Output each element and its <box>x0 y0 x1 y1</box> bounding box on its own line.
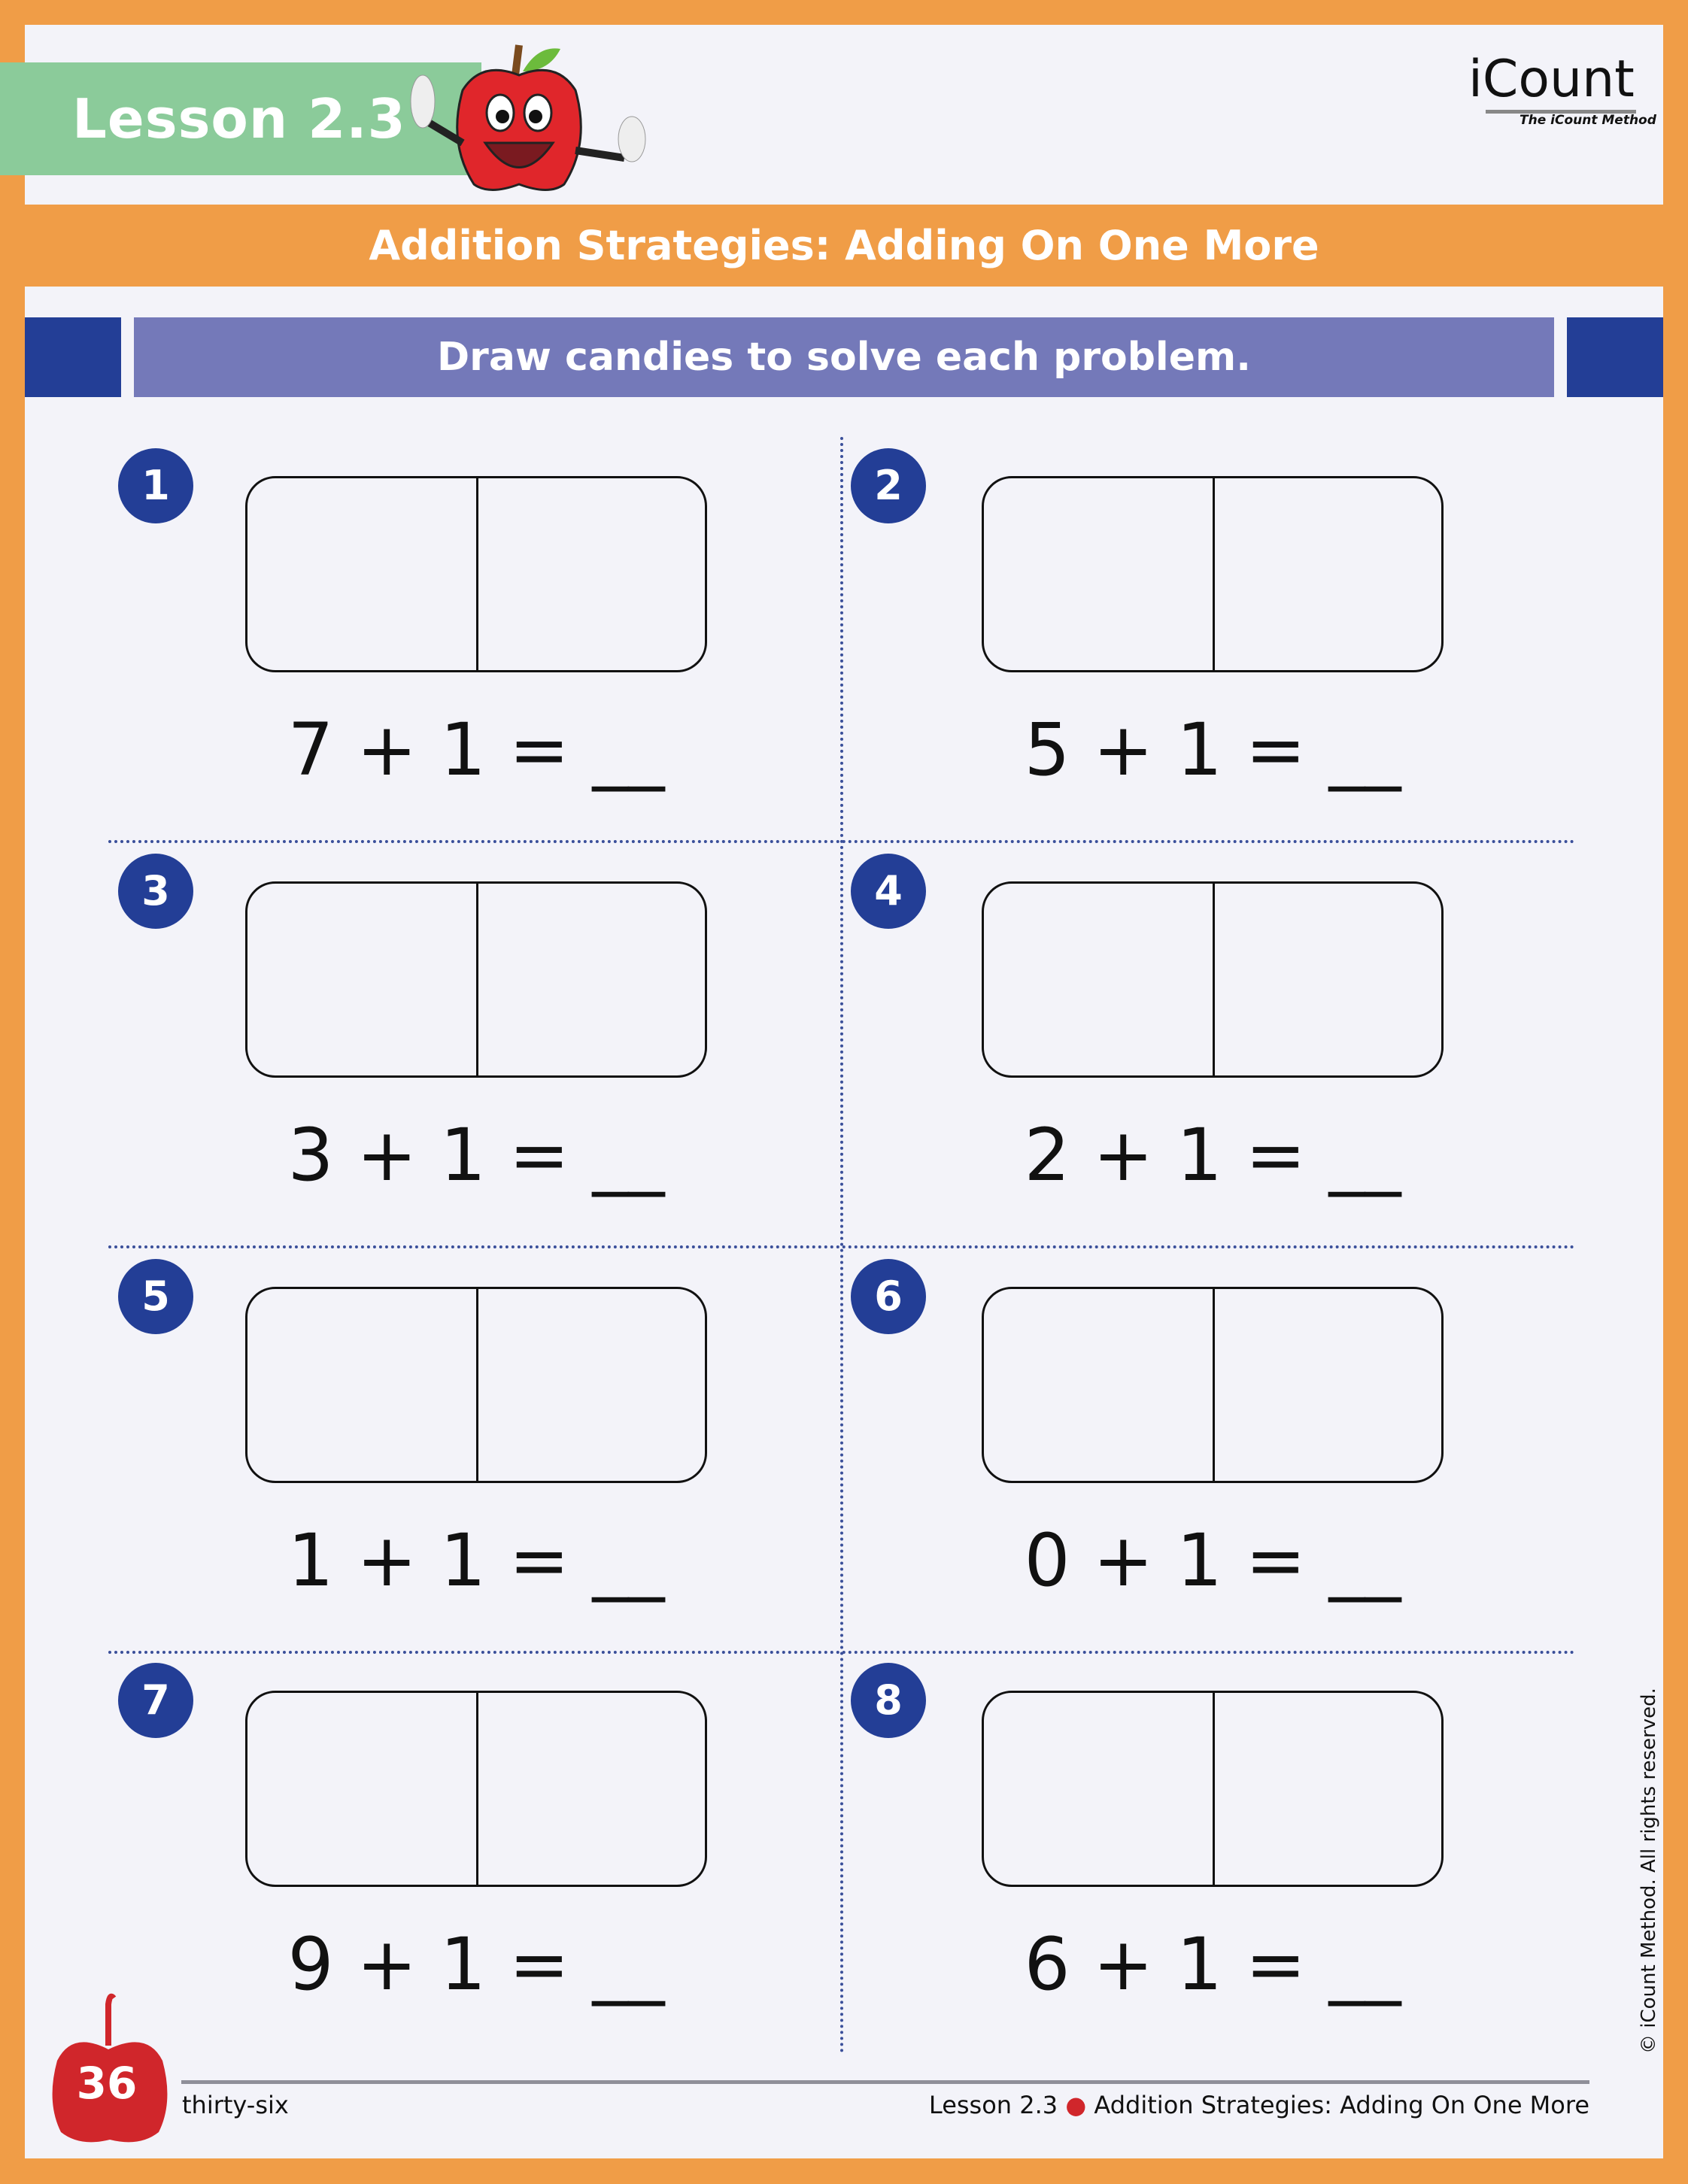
apple-mascot-icon <box>406 30 677 203</box>
equation: 0 + 1 = __ <box>1024 1518 1401 1603</box>
copyright: © iCount Method. All rights reserved. <box>1638 1688 1660 2054</box>
problem-number: 5 <box>118 1259 193 1334</box>
footer-title: Addition Strategies: Adding On One More <box>1094 2091 1589 2119</box>
ten-frame-drawing-box[interactable] <box>982 476 1444 672</box>
ten-frame-drawing-box[interactable] <box>245 476 707 672</box>
problem-number: 7 <box>118 1663 193 1738</box>
equation: 7 + 1 = __ <box>287 708 665 792</box>
row-divider <box>108 1245 1575 1248</box>
ten-frame-drawing-box[interactable] <box>245 1287 707 1483</box>
problem-number: 4 <box>851 854 926 929</box>
ten-frame-drawing-box[interactable] <box>245 881 707 1078</box>
footer-rule <box>181 2080 1589 2084</box>
icount-logo: iCount <box>1468 50 1635 109</box>
row-divider <box>108 840 1575 843</box>
row-divider <box>108 1651 1575 1654</box>
instruction-banner: Draw candies to solve each problem. <box>134 317 1554 397</box>
problem-number: 3 <box>118 854 193 929</box>
bullet-icon: ● <box>1065 2091 1087 2119</box>
page-number-words: thirty-six <box>182 2091 289 2119</box>
equation: 2 + 1 = __ <box>1024 1113 1401 1197</box>
instruction-accent-left <box>25 317 121 397</box>
ten-frame-drawing-box[interactable] <box>982 1287 1444 1483</box>
lesson-label: Lesson 2.3 <box>0 62 481 175</box>
equation: 9 + 1 = __ <box>287 1922 665 2007</box>
ten-frame-drawing-box[interactable] <box>982 1691 1444 1887</box>
ten-frame-drawing-box[interactable] <box>245 1691 707 1887</box>
page-title: Addition Strategies: Adding On One More <box>369 222 1319 269</box>
footer-lesson <box>929 2091 1589 2119</box>
page-number: 36 <box>76 2058 138 2109</box>
ten-frame-drawing-box[interactable] <box>982 881 1444 1078</box>
equation: 6 + 1 = __ <box>1024 1922 1401 2007</box>
problem-number: 6 <box>851 1259 926 1334</box>
equation: 1 + 1 = __ <box>287 1518 665 1603</box>
equation: 3 + 1 = __ <box>287 1113 665 1197</box>
footer-lesson-label: Lesson 2.3 <box>928 2091 1058 2119</box>
instruction-accent-right <box>1567 317 1663 397</box>
problem-number: 8 <box>851 1663 926 1738</box>
problem-number: 2 <box>851 448 926 523</box>
logo-tagline: The iCount Method <box>1520 113 1656 128</box>
equation: 5 + 1 = __ <box>1024 708 1401 792</box>
problem-number: 1 <box>118 448 193 523</box>
